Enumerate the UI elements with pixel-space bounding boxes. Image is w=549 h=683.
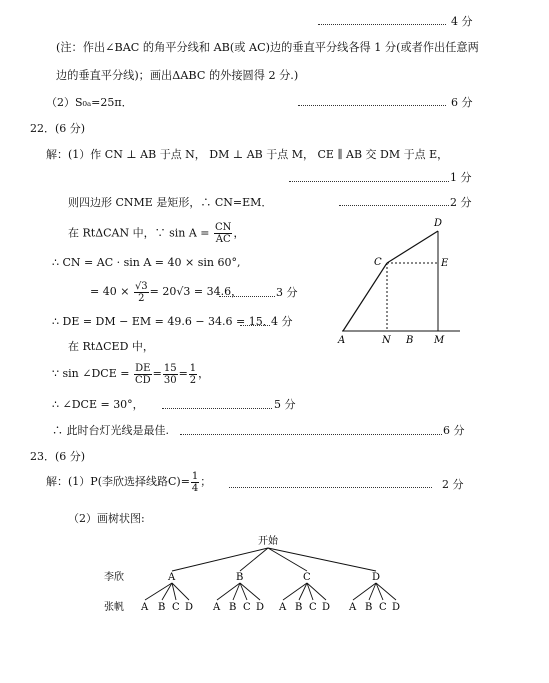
point-label-n: N — [382, 335, 391, 346]
score-leader-dots — [180, 434, 442, 435]
tree-leaf: D — [392, 602, 401, 613]
score-leader-dots — [219, 296, 275, 297]
fraction-numerator: 1 — [189, 362, 197, 374]
q23-header: 23．(6 分) — [30, 450, 86, 463]
fraction-denominator: 4 — [191, 482, 199, 494]
tree-leaf: A — [141, 602, 149, 613]
tree-node-c: C — [303, 572, 311, 583]
q23-step1-prefix: 解：(1）P(李欣选择线路C)= — [46, 475, 190, 488]
tree-edge — [376, 583, 396, 600]
q22-step10: ∴ 此时台灯光线是最佳. — [52, 424, 169, 437]
tree-leaves — [140, 602, 400, 613]
tree-row-label-lixin: 李欣 — [104, 572, 124, 583]
tree-leaf: C — [379, 602, 387, 613]
fraction-denominator: 2 — [189, 374, 197, 386]
point-label-c: C — [374, 257, 382, 268]
fraction-cn-ac — [214, 222, 232, 245]
q22-step6: ∴ DE = DM − EM = 49.6 − 34.6 = 15． — [52, 315, 274, 328]
tree-level1 — [167, 572, 380, 583]
q22-step3-prefix: 在 RtΔCAN 中，∵ sin A = — [68, 226, 210, 240]
tree-edge — [268, 548, 376, 571]
score-leader-dots — [318, 24, 446, 25]
q23-step1-suffix: ； — [200, 475, 212, 488]
score-leader-dots — [289, 181, 449, 182]
tree-edge — [172, 583, 189, 600]
tree-leaf: D — [322, 602, 331, 613]
fraction-numerator: 1 — [191, 470, 199, 482]
fraction-denominator: CD — [134, 374, 151, 386]
score-leader-dots — [298, 105, 446, 106]
tree-edge — [145, 583, 172, 600]
q22-step1: 解：(1）作 CN ⊥ AB 于点 N， DM ⊥ AB 于点 M， CE ∥ AB 交 DM 于点 E， — [46, 148, 449, 161]
fraction-denominator: AC — [215, 234, 231, 245]
tree-level2-edges — [145, 583, 396, 600]
grading-note-line1: (注：作出∠BAC 的角平分线和 AB(或 AC)边的垂直平分线各得 1 分(或者作出任意两 — [56, 41, 479, 54]
tree-leaf: C — [243, 602, 251, 613]
tree-leaf: B — [295, 602, 303, 613]
equals-sign: = — [178, 367, 188, 380]
tree-root-label: 开始 — [258, 536, 278, 547]
score-leader-dots — [229, 487, 432, 488]
tree-edges — [172, 548, 376, 571]
q22-step5-suffix: = 20√3 = 34.6， — [149, 285, 243, 298]
score-label: 4 分 — [271, 315, 293, 328]
q22-step9: ∴ ∠DCE = 30°， — [52, 398, 144, 411]
score-leader-dots — [162, 408, 272, 409]
fraction-de-cd — [134, 363, 152, 386]
q22-step4: ∴ CN = AC · sin A = 40 × sin 60°, — [52, 256, 241, 269]
tree-leaf: C — [172, 602, 180, 613]
tree-diagram — [0, 530, 549, 620]
tree-leaf: A — [213, 602, 221, 613]
point-label-e: E — [441, 258, 449, 269]
fraction-denominator: 30 — [163, 374, 177, 386]
tree-node-d: D — [372, 572, 381, 583]
tree-leaf: B — [158, 602, 166, 613]
q22-header: 22．(6 分) — [30, 122, 86, 135]
q22-step3 — [68, 222, 244, 245]
score-label: 6 分 — [451, 96, 473, 109]
q22-step5 — [90, 280, 242, 304]
q23-step2: （2）画树状图: — [68, 512, 145, 525]
tree-edge — [268, 548, 307, 571]
tree-leaf: D — [256, 602, 265, 613]
fraction-1-4 — [191, 471, 199, 494]
grading-note-line2: 边的垂直平分线)；画出ΔABC 的外接圆得 2 分.) — [56, 69, 299, 82]
tree-node-b: B — [236, 572, 244, 583]
score-leader-dots — [240, 325, 270, 326]
score-label: 2 分 — [442, 478, 464, 491]
point-label-m: M — [434, 335, 445, 346]
fraction-15-30 — [163, 363, 178, 386]
score-label: 5 分 — [274, 398, 296, 411]
score-label: 2 分 — [450, 196, 472, 209]
equals-sign: = — [152, 367, 162, 380]
q22-step2: 则四边形 CNME 是矩形，∴ CN=EM． — [68, 196, 273, 209]
point-label-b: B — [406, 335, 414, 346]
tree-edge — [162, 583, 172, 600]
q22-step8-prefix: ∵ sin ∠DCE = — [52, 367, 130, 380]
tree-edge — [240, 583, 260, 600]
lamp-geometry-figure — [330, 215, 465, 350]
tree-leaf: A — [279, 602, 287, 613]
tree-leaf: B — [229, 602, 237, 613]
q21-part2-text: （2）S₀ₐ=25π． — [46, 96, 133, 109]
fraction-numerator: DE — [135, 362, 151, 374]
score-label: 6 分 — [443, 424, 465, 437]
score-label: 4 分 — [451, 15, 473, 28]
q22-step8-suffix: ， — [198, 367, 210, 380]
point-label-d: D — [434, 218, 443, 229]
score-leader-dots — [339, 205, 449, 206]
q23-step1 — [46, 468, 211, 496]
q22-step8 — [52, 360, 209, 388]
tree-leaf: B — [365, 602, 373, 613]
q22-step5-prefix: = 40 × — [90, 285, 130, 298]
tree-node-a: A — [168, 572, 176, 583]
fraction-numerator: 15 — [163, 362, 177, 374]
fraction-1-2 — [189, 363, 197, 386]
fraction-numerator: √3 — [134, 280, 148, 292]
segment-ac — [343, 263, 387, 331]
score-label: 3 分 — [276, 286, 298, 299]
fraction-denominator: 2 — [138, 292, 145, 304]
fraction-numerator: CN — [215, 222, 232, 233]
tree-leaf: C — [309, 602, 317, 613]
tree-row-label-zhangfan: 张帆 — [104, 602, 124, 613]
segment-cd — [387, 231, 438, 263]
tree-leaf: D — [185, 602, 194, 613]
q22-step7: 在 RtΔCED 中， — [68, 340, 154, 353]
tree-leaf: A — [349, 602, 357, 613]
point-label-a: A — [338, 335, 346, 346]
q22-step3-suffix: ， — [233, 226, 245, 240]
score-label: 1 分 — [450, 171, 472, 184]
fraction-sqrt3-2 — [134, 281, 149, 304]
